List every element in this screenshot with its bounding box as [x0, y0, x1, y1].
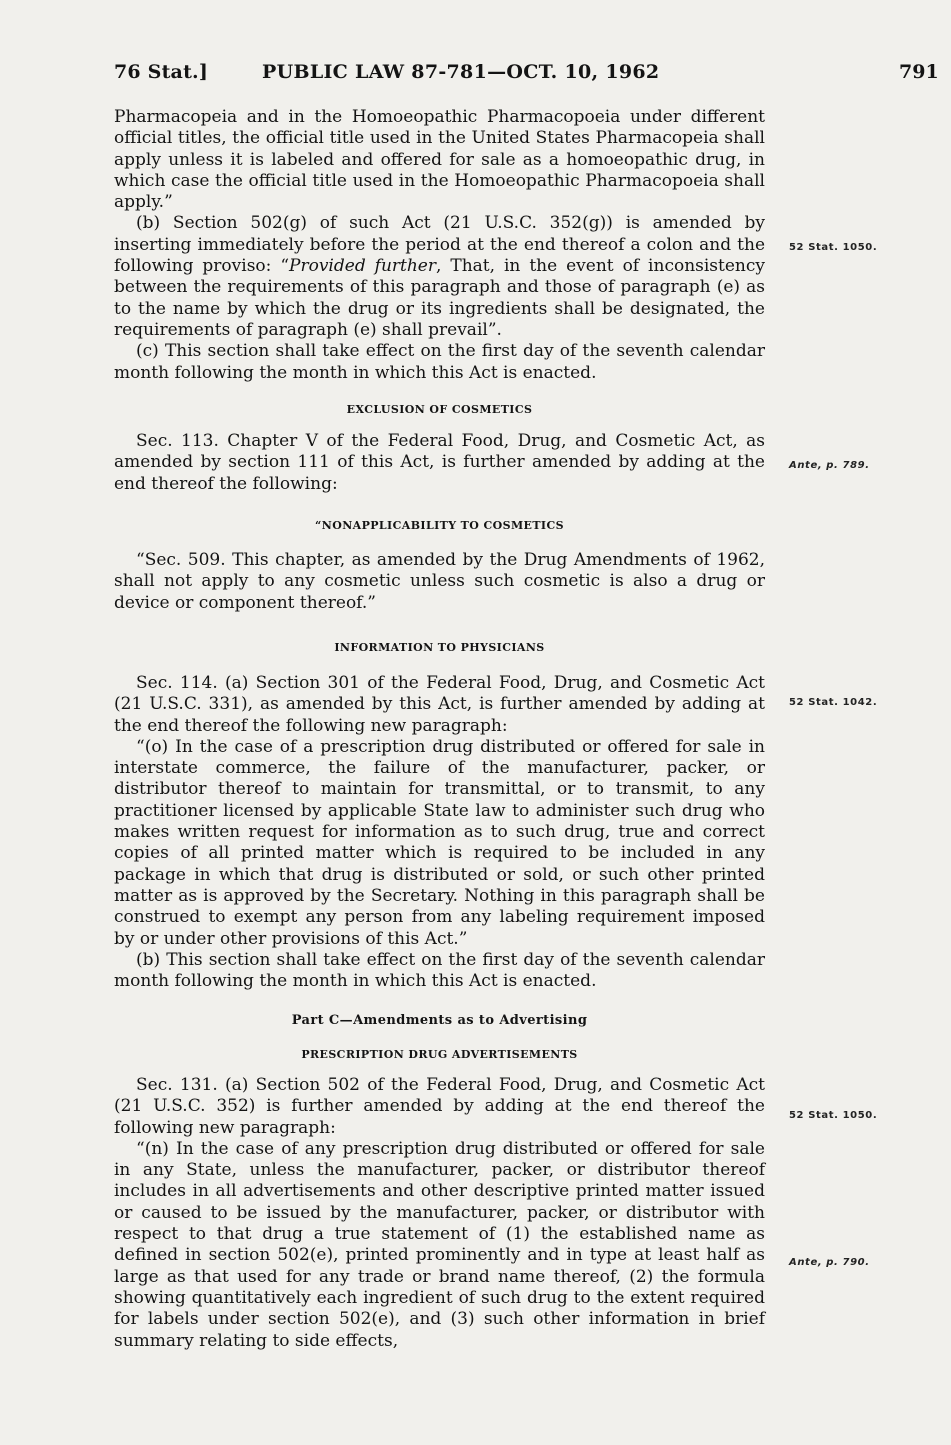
paragraph-114-o: “(o) In the case of a prescription drug distributed or offered for sale in interstate commerce, the failure of the manufacturer, packer, or distributor thereof to maintain for transmittal, or to transmit, to any practitioner licensed by applicable State law to administer such drug who makes written request for information as to such drug, true and correct copies of all printed matter which is required to be included in any package in which that drug is distributed or sold, or such other printed matter as is approved by the Secretary. Nothing in this paragraph shall be construed to exempt any person from any labeling requirement imposed by or under other provisions of this Act.”	[114, 736, 765, 949]
margin-note-ante-p-790: Ante, p. 790.	[789, 1257, 870, 1268]
paragraph-112-b-start: (b) Section 502(g) of such Act (21 U.S.C. 352(g)) is amended by inserting immediately before the period at the end thereof a colon and the following proviso: “	[114, 213, 765, 277]
header-page-number: 791	[899, 61, 939, 83]
section-112-continuation	[114, 107, 765, 384]
paragraph-112-b	[114, 213, 765, 341]
paragraph-114-b: (b) This section shall take effect on the first day of the seventh calendar month following the month in which this Act is enacted.	[114, 949, 765, 992]
paragraph-112-b-end: , That, in the event of inconsistency between the requirements of this paragraph and those of paragraph (e) as to the name by which the drug or its ingredients shall be designated, the requirements of paragraph (e) shall prevail”.	[114, 256, 765, 340]
paragraph-114-a: Sec. 114. (a) Section 301 of the Federal Food, Drug, and Cosmetic Act (21 U.S.C. 331), as amended by this Act, is further amended by adding at the end thereof the following new paragraph:	[114, 673, 765, 736]
margin-note-52-stat-1050: 52 Stat. 1050.	[789, 242, 878, 253]
heading-information-to-physicians: INFORMATION TO PHYSICIANS	[334, 641, 545, 654]
heading-exclusion-of-cosmetics: EXCLUSION OF COSMETICS	[346, 403, 533, 416]
paragraph-112-c: (c) This section shall take effect on the first day of the seventh calendar month following the month in which this Act is enacted.	[114, 341, 765, 383]
header-volume: 76 Stat.]	[114, 61, 209, 83]
heading-part-c: Part C—Amendments as to Advertising	[291, 1013, 588, 1028]
paragraph-509: “Sec. 509. This chapter, as amended by the Drug Amendments of 1962, shall not apply to any cosmetic unless such cosmetic is also a drug or device or component thereof.”	[114, 550, 765, 613]
section-113	[114, 431, 765, 495]
paragraph-pharmacopeia: Pharmacopeia and in the Homoeopathic Pharmacopoeia under different official titles, the official title used in the United States Pharmacopeia shall apply unless it is labeled and offered for sale as a homoeopathic drug, in which case the official title used in the Homoeopathic Pharmacopoeia shall apply.”	[114, 107, 765, 213]
heading-prescription-drug-advertisements: PRESCRIPTION DRUG ADVERTISEMENTS	[301, 1048, 578, 1061]
paragraph-131-n: “(n) In the case of any prescription drug distributed or offered for sale in any State, unless the manufacturer, packer, or distributor thereof includes in all advertisements and other descriptive printed matter issued or caused to be issued by the manufacturer, packer, or distributor with respect to that drug a true statement of (1) the established name as defined in section 502(e), printed prominently and in type at least half as large as that used for any trade or brand name thereof, (2) the formula showing quantitatively each ingredient of such drug to the extent required for labels under section 502(e), and (3) such other information in brief summary relating to side effects,	[114, 1138, 765, 1351]
paragraph-131-a: Sec. 131. (a) Section 502 of the Federal Food, Drug, and Cosmetic Act (21 U.S.C. 352) is further amended by adding at the end thereof the following new paragraph:	[114, 1075, 765, 1138]
heading-nonapplicability: “NONAPPLICABILITY TO COSMETICS	[315, 519, 564, 532]
section-131	[114, 1075, 765, 1352]
paragraph-113: Sec. 113. Chapter V of the Federal Food, Drug, and Cosmetic Act, as amended by section 111 of this Act, is further amended by adding at the end thereof the following:	[114, 431, 765, 494]
margin-note-52-stat-1042: 52 Stat. 1042.	[789, 697, 878, 708]
header-title: PUBLIC LAW 87-781—OCT. 10, 1962	[262, 61, 660, 83]
margin-note-ante-p-789: Ante, p. 789.	[789, 460, 870, 471]
section-509	[114, 550, 765, 614]
section-114	[114, 673, 765, 992]
margin-note-52-stat-1050-b: 52 Stat. 1050.	[789, 1110, 878, 1121]
proviso-italic: Provided further	[289, 256, 436, 277]
